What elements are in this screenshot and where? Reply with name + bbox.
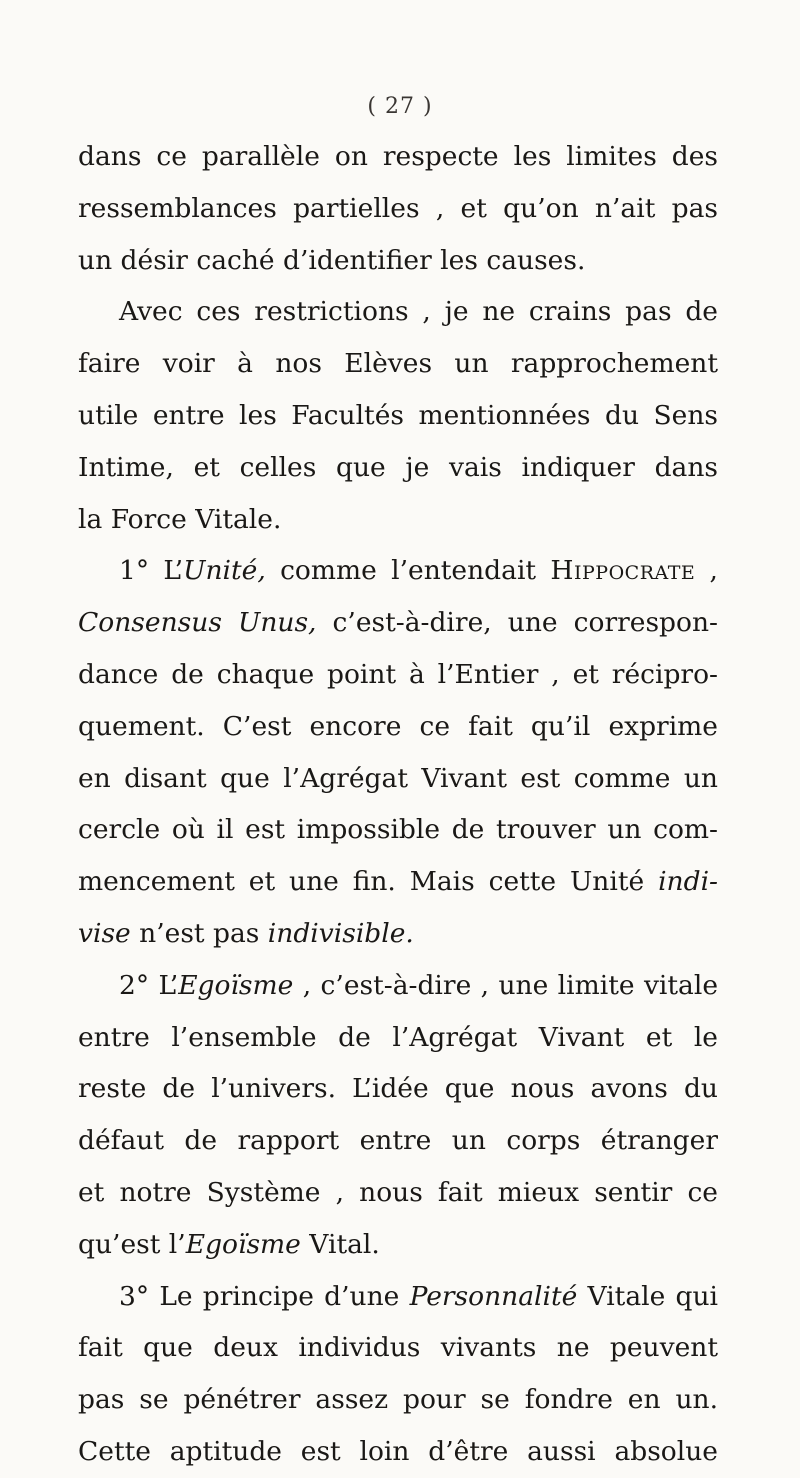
text-line: fait que deux individus vivants ne peuvent [78, 1332, 718, 1364]
text-line: reste de l’univers. L’idée que nous avons du [78, 1073, 718, 1105]
text-line: qu’est l’Egoïsme Vital. [78, 1228, 380, 1260]
text-line: mencement et une fin. Mais cette Unité indi- [78, 866, 718, 898]
text-line: faire voir à nos Elèves un rapprochement [78, 348, 718, 380]
text-line: cercle où il est impossible de trouver un com- [78, 814, 718, 846]
text-line: en disant que l’Agrégat Vivant est comme un [78, 762, 718, 794]
page-number: ( 27 ) [367, 94, 433, 119]
text-line: un désir caché d’identifier les causes. [78, 244, 586, 276]
text-line: utile entre les Facultés mentionnées du Sens [78, 399, 718, 431]
text-line: quement. C’est encore ce fait qu’il exprime [78, 710, 718, 742]
text-line: Intime, et celles que je vais indiquer dans [78, 451, 718, 483]
text-line: pas se pénétrer assez pour se fondre en un. [78, 1384, 718, 1416]
text-line: et notre Système , nous fait mieux sentir ce [78, 1176, 718, 1208]
paragraph-start-line: Avec ces restrictions , je ne crains pas de [119, 296, 718, 328]
paragraph-start-line: 3° Le principe d’une Personnalité Vitale qui [119, 1280, 718, 1312]
text-line: Consensus Unus, c’est-à-dire, une correspon- [78, 607, 718, 639]
paragraph-start-line: 2° L’Egoïsme , c’est-à-dire , une limite vitale [119, 969, 718, 1001]
body-text [78, 131, 718, 1478]
text-line: Cette aptitude est loin d’être aussi absolue [78, 1435, 718, 1467]
text-line: ressemblances partielles , et qu’on n’ait pas [78, 192, 718, 224]
text-line: dans ce parallèle on respecte les limites des [78, 141, 718, 172]
text-line: dance de chaque point à l’Entier , et récipro- [78, 658, 718, 690]
text-line: entre l’ensemble de l’Agrégat Vivant et le [78, 1021, 718, 1053]
paragraph-start-line: 1° L’Unité, comme l’entendait Hippocrate , [119, 555, 718, 587]
text-line: la Force Vitale. [78, 503, 282, 535]
text-line: vise n’est pas indivisible. [78, 917, 414, 949]
text-line: défaut de rapport entre un corps étranger [78, 1125, 718, 1157]
